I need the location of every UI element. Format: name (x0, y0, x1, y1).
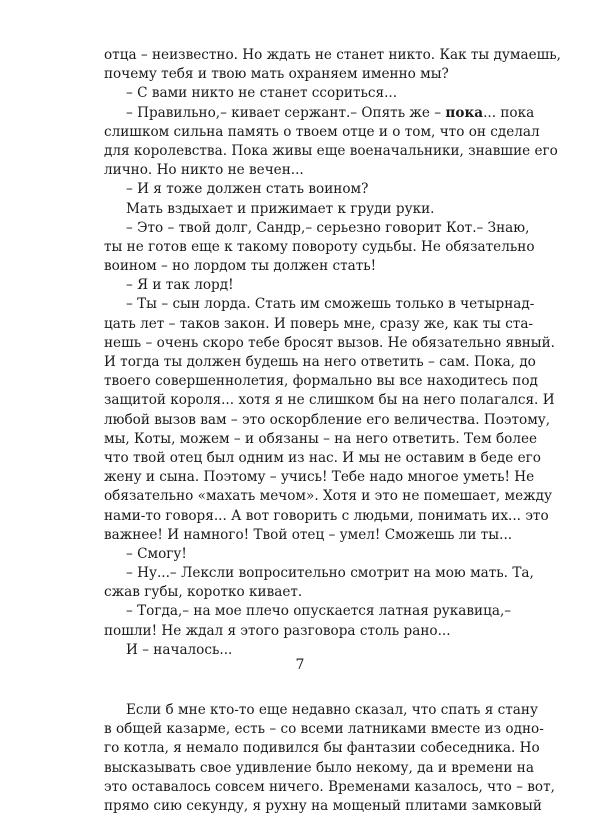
paragraph-10 (104, 564, 534, 602)
text-line: – Ты – сын лорда. Стать им сможешь только в четырнад- (126, 296, 535, 313)
text-line: в общей казарме, есть – со всеми латниками вместе из одно- (104, 721, 544, 738)
text-line: – Тогда,– на мое плечо опускается латная рукавица,– (126, 603, 512, 620)
text-line: мы, Коты, можем – и обязаны – на него ответить. Тем более (104, 430, 538, 447)
text-line: нами-то говоря... А вот говорить с людьми, понимать их... это (104, 507, 549, 524)
paragraph-4 (104, 180, 503, 199)
paragraph-narration (104, 701, 555, 816)
text-line: почему тебя и твою мать охраняем именно мы? (104, 66, 449, 83)
paragraph-8 (104, 295, 556, 544)
text-line: – С вами никто не станет ссориться... (126, 85, 398, 102)
text-line: цать лет – таков закон. И поверь мне, сразу же, как ты ста- (104, 315, 534, 332)
text-line: – Я и так лорд! (126, 277, 234, 294)
text-fragment: – Правильно,– кивает сержант.– Опять же – (126, 104, 446, 121)
text-line: жену и сына. Поэтому – учись! Тебе надо многое уметь! Не (104, 469, 535, 486)
text-line: сжав губы, коротко кивает. (104, 584, 303, 601)
paragraph-3 (104, 104, 558, 181)
text-line: это оставалось совсем ничего. Временами казалось, что – вот, (104, 778, 555, 795)
paragraph-5 (104, 200, 503, 219)
text-line: защитой короля... хотя я не слишком бы на него полагался. И (104, 392, 555, 409)
paragraph-7 (104, 276, 503, 295)
text-line (104, 104, 535, 123)
text-line: И тогда ты должен будешь на него ответить – сам. Пока, до (104, 354, 536, 370)
paragraph-2 (104, 84, 503, 103)
emphasized-word: пока (445, 104, 484, 121)
text-line: ты не готов еще к такому повороту судьбы. Не обязательно (104, 238, 535, 255)
text-line: Мать вздыхает и прижимает к груди руки. (126, 200, 435, 217)
text-line: – Смогу! (126, 545, 187, 562)
page-number: 7 (295, 657, 305, 673)
text-line: лично. Но никто не вечен... (104, 162, 304, 179)
text-line: – Ну...– Лексли вопросительно смотрит на мою мать. Та, (126, 565, 534, 582)
paragraph-1 (104, 46, 561, 84)
text-line: прямо сию секунду, я рухну на мощеный плитами замковый (104, 797, 542, 814)
text-line: обязательно «махать мечом». Хотя и это не помешает, между (104, 488, 552, 505)
text-line: – Это – твой долг, Сандр,– серьезно говорит Кот.– Знаю, (126, 219, 530, 236)
paragraph-11 (104, 602, 512, 640)
text-line: твоего совершеннолетия, формально вы все находитесь под (104, 373, 538, 390)
text-line: пошли! Не ждал я этого разговора столь рано... (104, 622, 451, 639)
text-line: любой вызов вам – это оскорбление его величества. Поэтому, (104, 411, 551, 428)
text-line: Если б мне кто-то еще недавно сказал, что спать я стану (126, 702, 538, 718)
text-line: слишком сильна память о твоем отце и о том, что он сделал (104, 123, 540, 140)
text-line: высказывать свое удивление было некому, да и времени на (104, 759, 534, 776)
text-line: – И я тоже должен стать воином? (126, 181, 369, 198)
text-line: для королевства. Пока живы еще военачальники, знавшие его (104, 142, 558, 159)
text-line: важнее! И намного! Твой отец – умел! Сможешь ли ты... (104, 526, 513, 543)
text-line: отца – неизвестно. Но ждать не станет никто. Как ты думаешь, (104, 47, 561, 63)
text-line: что твой отец был одним из нас. И мы не оставим в беде его (104, 449, 541, 466)
text-line: И – началось... (126, 641, 233, 658)
text-line: воином – но лордом ты должен стать! (104, 258, 377, 275)
paragraph-6 (104, 219, 535, 277)
text-fragment: ... пока (483, 104, 535, 121)
book-page-text (104, 46, 561, 816)
text-line: го котла, я немало подивился бы фантазии собеседника. Но (104, 740, 540, 757)
paragraph-9 (104, 545, 503, 564)
text-line: нешь – очень скоро тебе бросят вызов. Не обязательно явный. (104, 334, 556, 351)
